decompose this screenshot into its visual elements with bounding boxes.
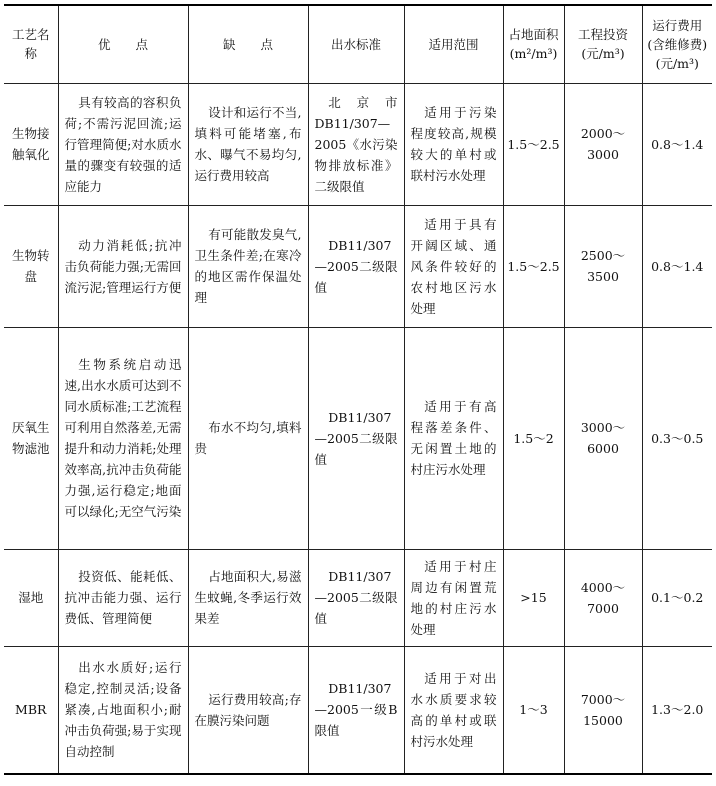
process-name: 生物接触氧化 [4,83,58,205]
invest-cell: 7000～15000 [564,646,642,774]
area-cell: >15 [503,549,564,646]
cost-cell: 0.8～1.4 [642,83,712,205]
header-name: 工艺名称 [4,5,58,83]
process-name: MBR [4,646,58,774]
invest-cell: 2500～3500 [564,205,642,327]
cons-cell: 有可能散发臭气,卫生条件差;在寒冷的地区需作保温处理 [188,205,308,327]
area-cell: 1.5～2.5 [503,205,564,327]
header-row [4,5,712,83]
cons-cell: 占地面积大,易滋生蚊蝇,冬季运行效果差 [188,549,308,646]
scope-cell: 适用于有高程落差条件、无闲置土地的村庄污水处理 [404,327,503,549]
area-cell: 1.5～2.5 [503,83,564,205]
standard-cell: DB11/307—2005二级限值 [308,327,404,549]
header-cost-label: 运行费用(含维修费) [647,17,708,52]
cost-cell: 0.8～1.4 [642,205,712,327]
invest-cell: 4000～7000 [564,549,642,646]
header-scope: 适用范围 [404,5,503,83]
pros-cell: 出水水质好;运行稳定,控制灵活;设备紧凑,占地面积小;耐冲击负荷强;易于实现自动控制 [58,646,188,774]
header-invest-label: 工程投资 [577,27,628,43]
header-cost [642,5,712,83]
process-name: 湿地 [4,549,58,646]
header-area [503,5,564,83]
standard-cell: 北京市DB11/307—2005《水污染物排放标准》二级限值 [308,83,404,205]
standard-cell: DB11/307—2005一级B限值 [308,646,404,774]
cons-cell: 布水不均匀,填料贵 [188,327,308,549]
area-cell: 1～3 [503,646,564,774]
cost-cell: 0.3～0.5 [642,327,712,549]
cons-cell: 设计和运行不当,填料可能堵塞,布水、曝气不易均匀,运行费用较高 [188,83,308,205]
header-cost-unit: (元/m³) [655,55,699,71]
process-name: 生物转盘 [4,205,58,327]
scope-cell: 适用于污染程度较高,规模较大的单村或联村污水处理 [404,83,503,205]
header-area-label: 占地面积 [508,27,559,43]
header-area-unit: (m²/m³) [509,46,558,62]
header-invest-unit: (元/m³) [581,46,625,62]
standard-cell: DB11/307—2005二级限值 [308,549,404,646]
process-comparison-table [4,4,712,775]
header-invest [564,5,642,83]
invest-cell: 2000～3000 [564,83,642,205]
pros-cell: 投资低、能耗低、抗冲击能力强、运行费低、管理简便 [58,549,188,646]
header-cons: 缺 点 [188,5,308,83]
pros-cell: 动力消耗低;抗冲击负荷能力强;无需回流污泥;管理运行方便 [58,205,188,327]
cost-cell: 0.1～0.2 [642,549,712,646]
process-name: 厌氧生物滤池 [4,327,58,549]
pros-cell: 具有较高的容积负荷;不需污泥回流;运行管理简便;对水质水量的骤变有较强的适应能力 [58,83,188,205]
cons-cell: 运行费用较高;存在膜污染问题 [188,646,308,774]
scope-cell: 适用于对出水水质要求较高的单村或联村污水处理 [404,646,503,774]
scope-cell: 适用于村庄周边有闲置荒地的村庄污水处理 [404,549,503,646]
table-row [4,83,712,205]
cost-cell: 1.3～2.0 [642,646,712,774]
table-row [4,205,712,327]
scope-cell: 适用于具有开阔区域、通风条件较好的农村地区污水处理 [404,205,503,327]
pros-cell: 生物系统启动迅速,出水水质可达到不同水质标准;工艺流程可利用自然落差,无需提升和动力消耗;处理效率高,抗冲击负荷能力强,运行稳定;地面可以绿化;无空气污染 [58,327,188,549]
header-standard: 出水标准 [308,5,404,83]
table-row [4,327,712,549]
header-pros: 优 点 [58,5,188,83]
standard-cell: DB11/307—2005二级限值 [308,205,404,327]
invest-cell: 3000～6000 [564,327,642,549]
table-row [4,646,712,774]
area-cell: 1.5～2 [503,327,564,549]
table-row [4,549,712,646]
